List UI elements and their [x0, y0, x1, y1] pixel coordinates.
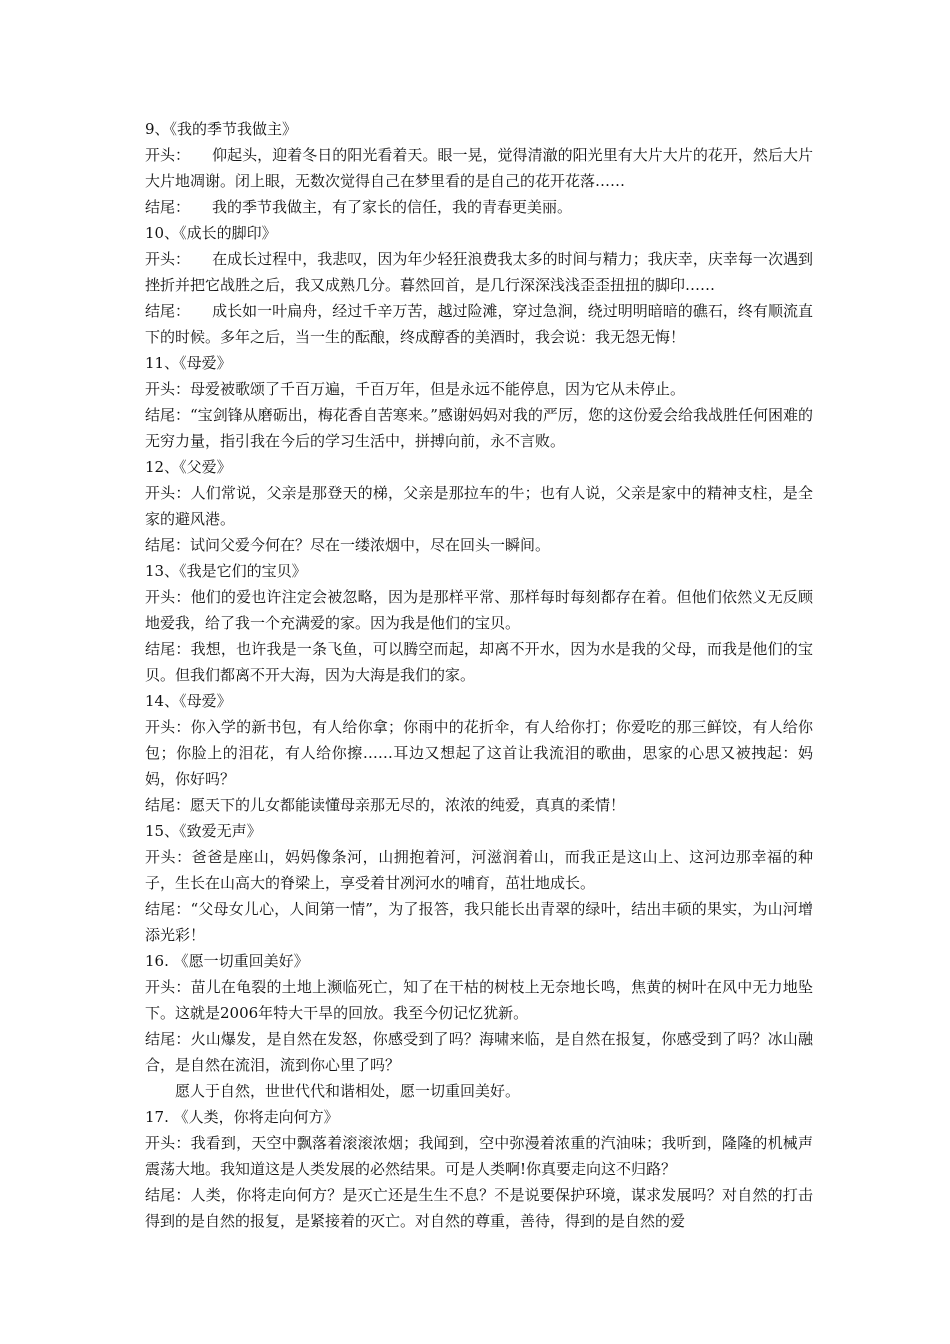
essay-entry [145, 558, 813, 688]
essay-entry [145, 116, 813, 220]
entry-title: 9、《我的季节我做主》 [145, 120, 298, 138]
essay-entry [145, 1104, 813, 1234]
opening-text: 在成长过程中，我悲叹，因为年少轻狂浪费我太多的时间与精力；我庆幸，庆幸每一次遇到挫折并把它战胜之后，我又成熟几分。暮然回首，是几行深深浅浅歪歪扭扭的脚印…… [145, 250, 813, 294]
opening-paragraph [145, 1130, 813, 1182]
opening-label: 开头： [145, 978, 191, 996]
opening-paragraph [145, 844, 813, 896]
ending-paragraph [145, 636, 813, 688]
ending-label: 结尾： [145, 796, 191, 814]
entry-title: 15、《致爱无声》 [145, 822, 262, 840]
entry-title: 10、《成长的脚印》 [145, 224, 277, 242]
ending-text: 我的季节我做主，有了家长的信任，我的青春更美丽。 [212, 198, 573, 216]
essay-entry [145, 350, 813, 454]
ending-label: 结尾： [145, 1186, 191, 1204]
ending-label: 结尾： [145, 536, 191, 554]
opening-text: 你入学的新书包，有人给你拿；你雨中的花折伞，有人给你打；你爱吃的那三鲜饺，有人给你包；你脸上的泪花，有人给你擦……耳边又想起了这首让我流泪的歌曲，思家的心思又被拽起：妈妈，你好吗？ [145, 718, 813, 788]
closing-line: 愿人于自然，世世代代和谐相处，愿一切重回美好。 [175, 1082, 521, 1100]
ending-paragraph [145, 896, 813, 948]
essay-entry [145, 454, 813, 558]
opening-label: 开头： [145, 484, 191, 502]
ending-paragraph [145, 1182, 813, 1234]
ending-paragraph [145, 402, 813, 454]
ending-paragraph [145, 532, 813, 558]
essay-entry [145, 948, 813, 1104]
opening-label: 开头： [145, 848, 192, 866]
entry-title: 12、《父爱》 [145, 458, 232, 476]
ending-paragraph [145, 194, 813, 220]
ending-label: 结尾： [145, 640, 191, 658]
opening-label: 开头： [145, 588, 191, 606]
ending-paragraph [145, 1026, 813, 1078]
ending-label: 结尾： [145, 900, 191, 918]
ending-text: 试问父爱今何在？尽在一缕浓烟中，尽在回头一瞬间。 [190, 536, 551, 554]
ending-text: 成长如一叶扁舟，经过千辛万苦，越过险滩，穿过急涧，绕过明明暗暗的礁石，终有顺流直下的时候。多年之后，当一生的酝酿，终成醇香的美酒时，我会说：我无怨无悔！ [145, 302, 813, 346]
entry-title: 17. 《人类，你将走向何方》 [145, 1108, 339, 1126]
opening-paragraph [145, 142, 813, 194]
opening-text: 我看到，天空中飘落着滚滚浓烟；我闻到，空中弥漫着浓重的汽油味；我听到，隆隆的机械声震荡大地。我知道这是人类发展的必然结果。可是人类啊!你真要走向这不归路？ [145, 1134, 813, 1178]
opening-text: 爸爸是座山，妈妈像条河，山拥抱着河，河滋润着山，而我正是这山上、这河边那幸福的种子，生长在山高大的脊梁上，享受着甘冽河水的哺育，茁壮地成长。 [145, 848, 813, 892]
ending-text: “宝剑锋从磨砺出，梅花香自苦寒来。”感谢妈妈对我的严厉，您的这份爱会给我战胜任何困难的无穷力量，指引我在今后的学习生活中，拼搏向前，永不言败。 [145, 406, 813, 450]
essay-entry [145, 818, 813, 948]
ending-text: 火山爆发，是自然在发怒，你感受到了吗？海啸来临，是自然在报复，你感受到了吗？冰山融合，是自然在流泪，流到你心里了吗？ [145, 1030, 813, 1074]
ending-label: 结尾： [145, 406, 191, 424]
essay-entry [145, 688, 813, 818]
opening-label: 开头： [145, 250, 191, 268]
ending-text: 愿天下的儿女都能读懂母亲那无尽的，浓浓的纯爱，真真的柔情！ [190, 796, 626, 814]
opening-paragraph [145, 246, 813, 298]
opening-text: 人们常说，父亲是那登天的梯，父亲是那拉车的牛；也有人说，父亲是家中的精神支柱，是全家的避风港。 [145, 484, 813, 528]
ending-label: 结尾： [145, 198, 191, 216]
ending-paragraph [145, 792, 813, 818]
opening-label: 开头： [145, 1134, 191, 1152]
essay-entry [145, 220, 813, 350]
opening-label: 开头： [145, 718, 191, 736]
opening-text: 母爱被歌颂了千百万遍，千百万年，但是永远不能停息，因为它从未停止。 [190, 380, 686, 398]
opening-text: 他们的爱也许注定会被忽略，因为是那样平常、那样每时每刻都存在着。但他们依然义无反顾地爱我，给了我一个充满爱的家。因为我是他们的宝贝。 [145, 588, 813, 632]
opening-text: 苗儿在龟裂的土地上濒临死亡，知了在干枯的树枝上无奈地长鸣，焦黄的树叶在风中无力地坠下。这就是2006年特大干旱的回放。我至今仞记忆犹新。 [145, 978, 813, 1022]
opening-paragraph [145, 376, 813, 402]
ending-text: 人类，你将走向何方？是灭亡还是生生不息？不是说要保护环境，谋求发展吗？对自然的打击得到的是自然的报复，是紧接着的灭亡。对自然的尊重，善待，得到的是自然的爱 [145, 1186, 813, 1230]
ending-text: “父母女儿心，人间第一情”，为了报答，我只能长出青翠的绿叶，结出丰硕的果实，为山河增添光彩！ [145, 900, 813, 944]
ending-paragraph [145, 298, 813, 350]
entry-title: 11、《母爱》 [145, 354, 232, 372]
entry-title: 16. 《愿一切重回美好》 [145, 952, 309, 970]
opening-paragraph [145, 480, 813, 532]
ending-text: 我想，也许我是一条飞鱼，可以腾空而起，却离不开水，因为水是我的父母，而我是他们的宝贝。但我们都离不开大海，因为大海是我们的家。 [145, 640, 813, 684]
opening-text: 仰起头，迎着冬日的阳光看着天。眼一晃，觉得清澈的阳光里有大片大片的花开，然后大片大片地凋谢。闭上眼，无数次觉得自己在梦里看的是自己的花开花落…… [145, 146, 813, 190]
entry-title: 13、《我是它们的宝贝》 [145, 562, 307, 580]
ending-label: 结尾： [145, 302, 191, 320]
document-page [145, 116, 813, 1234]
opening-label: 开头： [145, 380, 191, 398]
ending-label: 结尾： [145, 1030, 191, 1048]
opening-paragraph [145, 584, 813, 636]
opening-label: 开头： [145, 146, 191, 164]
opening-paragraph [145, 714, 813, 792]
entry-title: 14、《母爱》 [145, 692, 232, 710]
opening-paragraph [145, 974, 813, 1026]
